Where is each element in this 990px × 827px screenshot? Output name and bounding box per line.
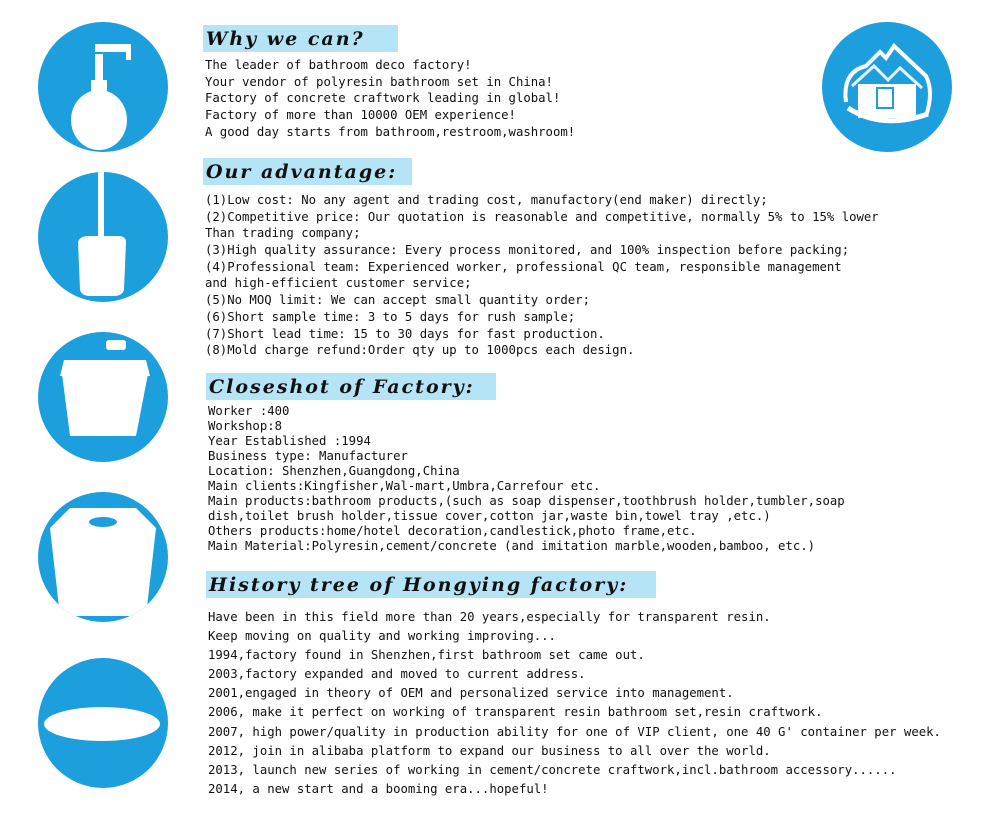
text-line: Workshop:8 bbox=[208, 419, 283, 433]
text-line: (5)No MOQ limit: We can accept small quantity order; bbox=[205, 293, 590, 308]
heading-why-we-can: Why we can? bbox=[203, 25, 398, 52]
text-line: Business type: Manufacturer bbox=[208, 449, 408, 463]
text-line: Factory of more than 10000 OEM experience! bbox=[205, 108, 516, 123]
text-line: Main Material:Polyresin,cement/concrete (and imitation marble,wooden,bamboo, etc.) bbox=[208, 539, 816, 553]
house-icon bbox=[822, 22, 952, 152]
text-line: 2014, a new start and a booming era...hopeful! bbox=[208, 781, 549, 796]
factory-text bbox=[208, 404, 845, 554]
text-line: Year Established :1994 bbox=[208, 434, 371, 448]
soap-dish-icon bbox=[38, 658, 168, 788]
text-line: 2001,engaged in theory of OEM and personalized service into management. bbox=[208, 686, 734, 701]
text-line: (2)Competitive price: Our quotation is reasonable and competitive, normally 5% to 15% lower bbox=[205, 209, 879, 224]
text-line: A good day starts from bathroom,restroom,washroom! bbox=[205, 124, 576, 139]
history-text bbox=[208, 608, 941, 799]
text-line: dish,toilet brush holder,tissue cover,cotton jar,waste bin,towel tray ,etc.) bbox=[208, 509, 771, 523]
text-line: (4)Professional team: Experienced worker, professional QC team, responsible management bbox=[205, 259, 842, 274]
text-line: Others products:home/hotel decoration,candlestick,photo frame,etc. bbox=[208, 524, 697, 538]
text-line: Than trading company; bbox=[205, 226, 361, 241]
text-line: Factory of concrete craftwork leading in global! bbox=[205, 91, 561, 106]
text-line: Location: Shenzhen,Guangdong,China bbox=[208, 464, 460, 478]
text-line: (8)Mold charge refund:Order qty up to 1000pcs each design. bbox=[205, 343, 635, 358]
heading-closeshot-of-factory: Closeshot of Factory: bbox=[206, 373, 496, 400]
why-we-can-text bbox=[205, 57, 575, 140]
text-line: 1994,factory found in Shenzhen,first bathroom set came out. bbox=[208, 648, 645, 663]
text-line: Have been in this field more than 20 years,especially for transparent resin. bbox=[208, 610, 771, 624]
text-line: The leader of bathroom deco factory! bbox=[205, 58, 472, 72]
toilet-brush-icon bbox=[38, 172, 168, 302]
text-line: 2013, launch new series of working in cement/concrete craftwork,incl.bathroom accessory...... bbox=[208, 762, 897, 777]
text-line: 2006, make it perfect on working of transparent resin bathroom set,resin craftwork. bbox=[208, 705, 823, 720]
text-line: Main clients:Kingfisher,Wal-mart,Umbra,Carrefour etc. bbox=[208, 479, 601, 493]
text-line: (7)Short lead time: 15 to 30 days for fast production. bbox=[205, 326, 605, 341]
text-line: Worker :400 bbox=[208, 404, 290, 418]
tissue-box-icon bbox=[38, 492, 168, 622]
text-line: 2007, high power/quality in production ability for one of VIP client, one 40 G' container per week. bbox=[208, 724, 941, 739]
text-line: and high-efficient customer service; bbox=[205, 276, 472, 291]
text-line: 2012, join in alibaba platform to expand our business to all over the world. bbox=[208, 743, 771, 758]
heading-history-tree: History tree of Hongying factory: bbox=[206, 571, 656, 598]
waste-bin-icon bbox=[38, 332, 168, 462]
text-line: (6)Short sample time: 3 to 5 days for rush sample; bbox=[205, 309, 576, 324]
text-line: (1)Low cost: No any agent and trading cost, manufactory(end maker) directly; bbox=[205, 193, 768, 207]
text-line: 2003,factory expanded and moved to current address. bbox=[208, 667, 586, 682]
text-line: (3)High quality assurance: Every process monitored, and 100% inspection before packing; bbox=[205, 243, 850, 258]
advantage-text bbox=[205, 192, 879, 359]
heading-our-advantage: Our advantage: bbox=[203, 158, 412, 185]
text-line: Keep moving on quality and working improving... bbox=[208, 629, 556, 644]
text-line: Your vendor of polyresin bathroom set in China! bbox=[205, 74, 553, 89]
soap-dispenser-icon bbox=[38, 22, 168, 152]
text-line: Main products:bathroom products,(such as soap dispenser,toothbrush holder,tumbler,soap bbox=[208, 494, 845, 508]
